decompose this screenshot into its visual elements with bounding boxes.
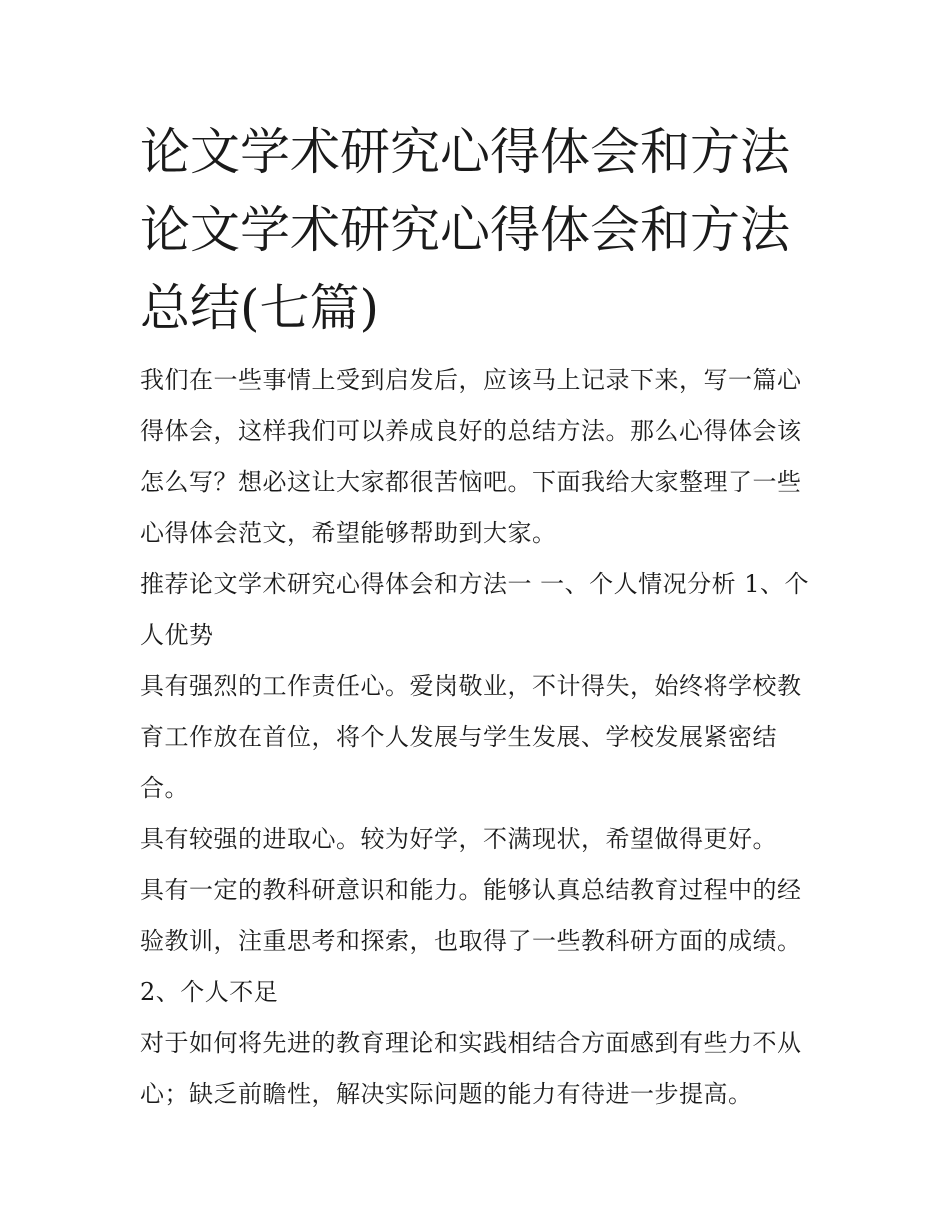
document-title xyxy=(140,113,820,347)
title-line: 论文学术研究心得体会和方法 xyxy=(140,123,790,181)
strength-paragraph xyxy=(140,865,820,967)
title-line: 总结(七篇) xyxy=(140,279,380,337)
strength-paragraph xyxy=(140,661,820,814)
intro-paragraph xyxy=(140,355,820,559)
text-line: 合。 xyxy=(140,774,189,802)
text-line: 怎么写？想必这让大家都很苦恼吧。下面我给大家整理了一些 xyxy=(140,468,802,496)
text-line: 具有较强的进取心。较为好学，不满现状，希望做得更好。 xyxy=(140,825,777,853)
section-heading-paragraph xyxy=(140,559,820,661)
text-line: 得体会，这样我们可以养成良好的总结方法。那么心得体会该 xyxy=(140,417,802,445)
text-line: 验教训，注重思考和探索，也取得了一些教科研方面的成绩。 xyxy=(140,927,802,955)
text-line: 对于如何将先进的教育理论和实践相结合方面感到有些力不从 xyxy=(140,1029,802,1057)
title-line: 论文学术研究心得体会和方法 xyxy=(140,201,790,259)
text-line: 具有一定的教科研意识和能力。能够认真总结教育过程中的经 xyxy=(140,876,802,904)
text-line: 我们在一些事情上受到启发后，应该马上记录下来，写一篇心 xyxy=(140,366,802,394)
document-page xyxy=(140,113,820,1120)
text-line: 推荐论文学术研究心得体会和方法一 一、个人情况分析 1、个 xyxy=(140,570,810,598)
text-line: 2、个人不足 xyxy=(140,978,279,1006)
text-line: 育工作放在首位，将个人发展与学生发展、学校发展紧密结 xyxy=(140,723,777,751)
weakness-paragraph xyxy=(140,1018,820,1120)
text-line: 人优势 xyxy=(140,621,214,649)
subsection-heading xyxy=(140,967,820,1018)
strength-paragraph xyxy=(140,814,820,865)
text-line: 具有强烈的工作责任心。爱岗敬业，不计得失，始终将学校教 xyxy=(140,672,802,700)
text-line: 心；缺乏前瞻性，解决实际问题的能力有待进一步提高。 xyxy=(140,1080,753,1108)
text-line: 心得体会范文，希望能够帮助到大家。 xyxy=(140,519,557,547)
